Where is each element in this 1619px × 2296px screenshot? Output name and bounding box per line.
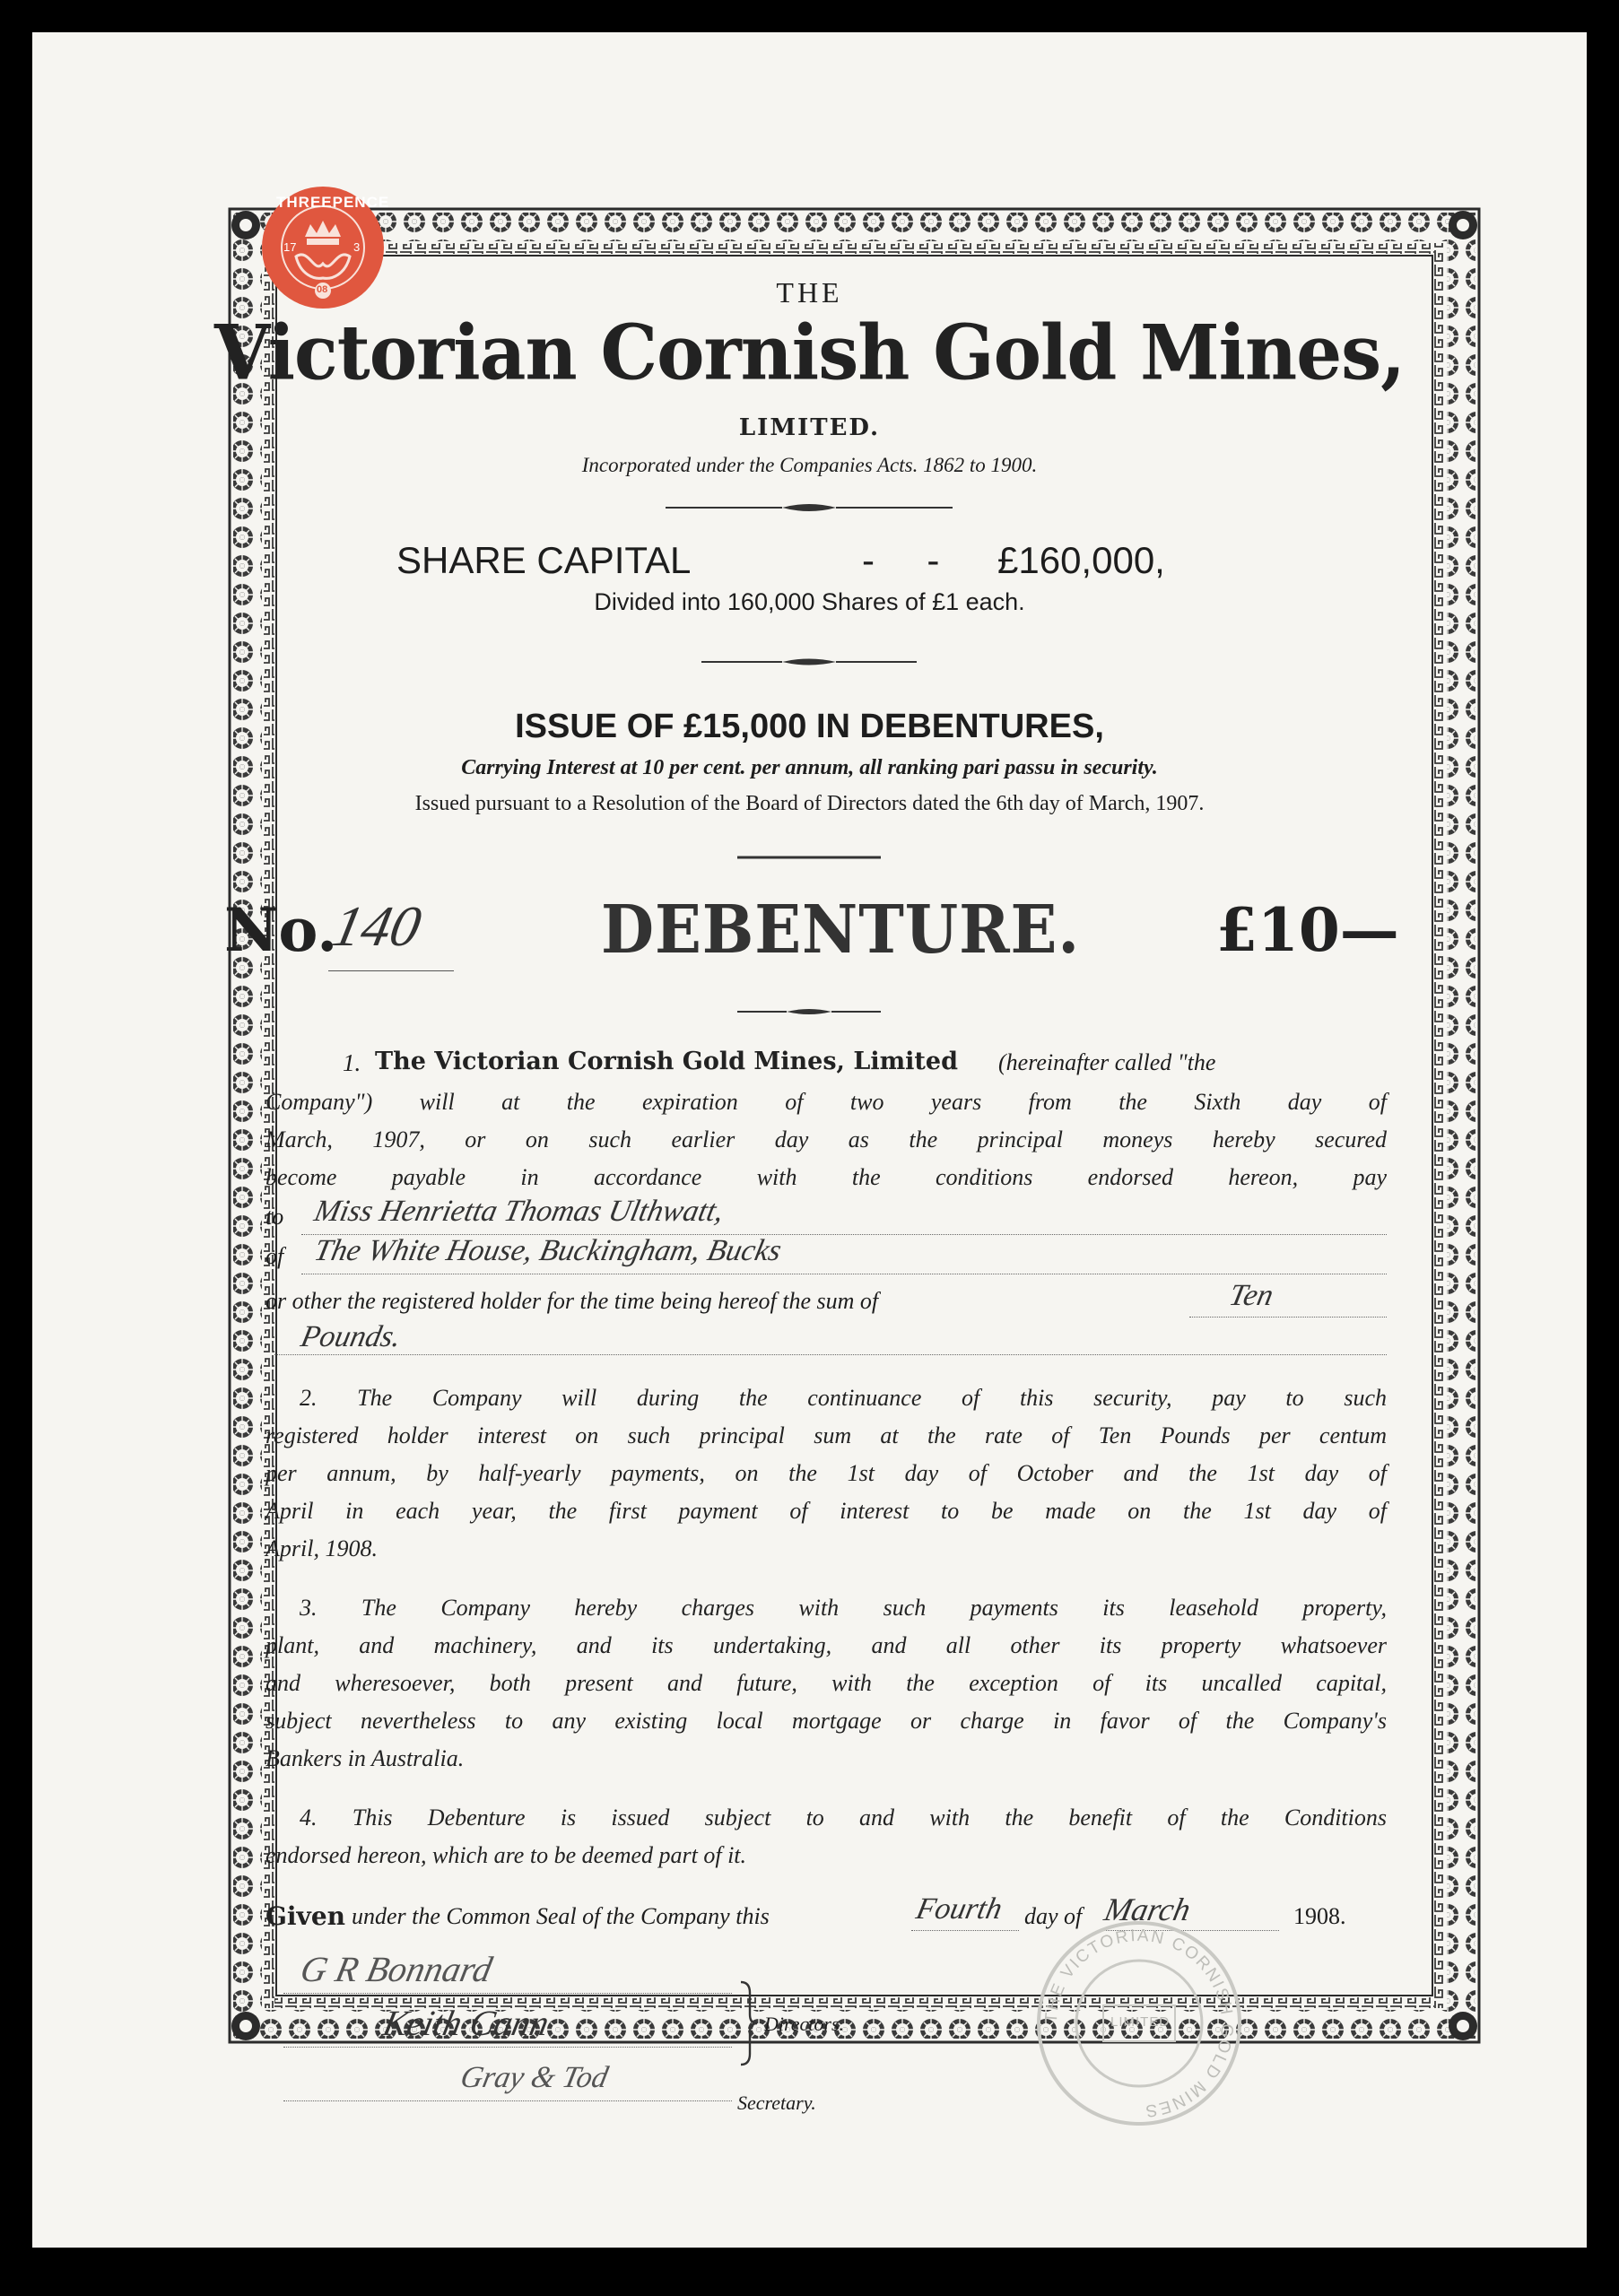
divided-line: Divided into 160,000 Shares of £1 each. xyxy=(594,588,1025,615)
clause4-line1: 4. This Debenture is issued subject to and with the benefit of the Conditions xyxy=(300,1805,1387,1831)
company-name: Victorian Cornish Gold Mines, xyxy=(213,308,1405,397)
signature-line-2 xyxy=(283,2047,732,2048)
ornamental-rule xyxy=(737,848,881,854)
share-capital-amount: £160,000, xyxy=(997,539,1165,581)
ornamental-rule xyxy=(701,655,917,664)
stamp-ring-text: THREEPENCE xyxy=(276,194,390,211)
clause1-line2: Company") will at the expiration of two years from the Sixth day of xyxy=(265,1089,1387,1115)
clause1-line1: (hereinafter called "the xyxy=(998,1049,1216,1075)
clause1-company: The Victorian Cornish Gold Mines, Limited xyxy=(375,1048,958,1075)
certificate-number: 140 xyxy=(326,894,427,958)
signature-line-3 xyxy=(283,2100,732,2101)
clause3-line4: subject nevertheless to any existing local mortgage or charge in favor of the Company's xyxy=(265,1708,1387,1734)
clause3-line5: Bankers in Australia. xyxy=(265,1745,465,1771)
clause1-of: of xyxy=(265,1243,284,1269)
debenture-title: DEBENTURE. xyxy=(601,891,1081,969)
secretary-signature: Gray & Tod xyxy=(457,2061,612,2094)
seal-center-text: LIMITED xyxy=(1110,2014,1171,2030)
common-seal xyxy=(1031,1916,1247,2131)
clause2-line5: April, 1908. xyxy=(265,1535,378,1561)
clause1-to: to xyxy=(265,1204,284,1230)
given-month: March xyxy=(1101,1892,1194,1927)
share-capital-label: SHARE CAPITAL xyxy=(396,539,692,581)
ornamental-rule-svg xyxy=(701,657,917,666)
debenture-amount: £10— xyxy=(1216,895,1399,965)
carrying-line: Carrying Interest at 10 per cent. per annum, all ranking pari passu in security. xyxy=(461,756,1158,779)
share-capital-dashes: - - xyxy=(862,539,940,581)
given-day: Fourth xyxy=(913,1892,1005,1926)
payee-name: Miss Henrietta Thomas Ulthwatt, xyxy=(311,1195,727,1228)
director-signature-2: Keith Cann xyxy=(379,2003,553,2043)
clause3-line2: plant, and machinery, and its undertaking, and all other its property whatsoever xyxy=(265,1632,1387,1658)
clause1-number: 1. xyxy=(343,1049,361,1076)
incorporated-line: Incorporated under the Companies Acts. 1862 to 1900. xyxy=(581,454,1038,476)
given-word: Given xyxy=(265,1901,345,1931)
clause1-holder: or other the registered holder for the time being hereof the sum of xyxy=(265,1288,879,1314)
clause2-line1: 2. The Company will during the continuance of this security, pay to such xyxy=(300,1385,1387,1411)
ornamental-rule xyxy=(737,1004,881,1013)
brace-svg xyxy=(737,1980,759,2066)
ornamental-rule-svg xyxy=(737,855,881,860)
given-dayof: day of xyxy=(1024,1903,1083,1929)
clause1-line3: March, 1907, or on such earlier day as the principal moneys hereby secured xyxy=(265,1126,1387,1152)
directors-label: Directors. xyxy=(764,2013,845,2035)
directors-brace xyxy=(737,1980,759,2066)
sum-line-2 xyxy=(274,1354,1387,1355)
day-line xyxy=(911,1930,1019,1931)
given-year: 1908. xyxy=(1293,1903,1346,1929)
issue-title: ISSUE OF £15,000 IN DEBENTURES, xyxy=(515,708,1104,745)
debenture-sheet xyxy=(32,32,1587,2248)
sum-line-1 xyxy=(1189,1317,1387,1318)
stamp-year: 08 xyxy=(317,284,328,295)
signature-line-1 xyxy=(283,1993,732,1994)
number-label: No. xyxy=(224,895,338,965)
pursuant-line: Issued pursuant to a Resolution of the Board of Directors dated the 6th day of March, 1907. xyxy=(414,792,1205,815)
ornamental-rule-svg xyxy=(666,502,953,513)
sum-words-1: Ten xyxy=(1226,1279,1276,1312)
ornamental-rule xyxy=(666,501,953,512)
director-signature-1: G R Bonnard xyxy=(297,1949,496,1989)
clause1-line4: become payable in accordance with the conditions endorsed hereon, pay xyxy=(265,1164,1387,1190)
clause2-line2: registered holder interest on such principal sum at the rate of Ten Pounds per centum xyxy=(265,1422,1387,1448)
clause3-line1: 3. The Company hereby charges with such payments its leasehold property, xyxy=(300,1595,1387,1621)
clause4-line2: endorsed hereon, which are to be deemed part of it. xyxy=(265,1842,747,1868)
payee-address: The White House, Buckingham, Bucks xyxy=(311,1234,785,1267)
sum-words-2: Pounds. xyxy=(298,1320,405,1353)
header-the: THE xyxy=(776,276,843,309)
clause2-line3: per annum, by half-yearly payments, on the 1st day of October and the 1st day of xyxy=(265,1460,1387,1486)
clause2-line4: April in each year, the first payment of interest to be made on the 1st day of xyxy=(265,1498,1387,1524)
company-limited: LIMITED. xyxy=(738,414,881,441)
stamp-right-number: 3 xyxy=(353,240,361,254)
seal-ring-text: THE VICTORIAN CORNISH GOLD MINES xyxy=(1041,1926,1237,2121)
stamp-left-number: 17 xyxy=(283,240,297,254)
given-text: under the Common Seal of the Company this xyxy=(352,1903,770,1929)
clause3-line3: and wheresoever, both present and future, with the exception of its uncalled capital, xyxy=(265,1670,1387,1696)
number-underline xyxy=(328,970,454,971)
secretary-label: Secretary. xyxy=(737,2092,816,2114)
ornamental-rule-svg xyxy=(737,1007,881,1016)
